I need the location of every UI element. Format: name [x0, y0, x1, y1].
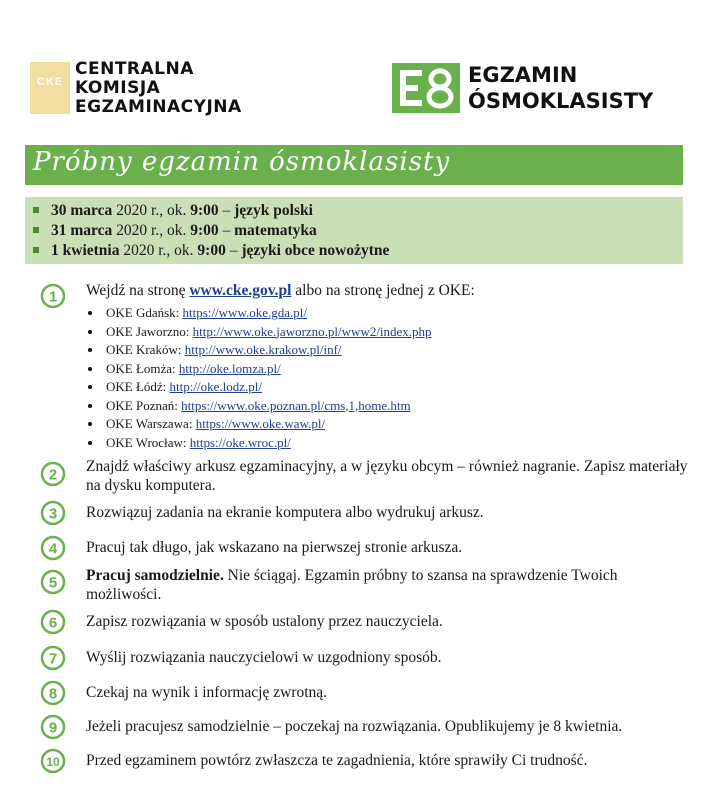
step1-before: Wejdź na stronę — [86, 282, 190, 299]
step-number: 8 — [48, 685, 58, 703]
schedule-item — [33, 222, 317, 240]
step-number-icon — [40, 500, 66, 526]
cke-name-line: KOMISJA — [75, 78, 161, 98]
step-number-icon — [40, 680, 66, 706]
oke-link[interactable]: https://www.oke.gda.pl/ — [182, 305, 307, 320]
schedule-time: 9:00 — [197, 242, 226, 259]
oke-name: OKE Łomża: — [106, 360, 179, 376]
oke-link[interactable]: https://oke.wroc.pl/ — [189, 434, 291, 450]
step-text: Zapisz rozwiązania w sposób ustalony przez nauczyciela. — [86, 613, 443, 630]
schedule-mid: 2020 r., ok. — [112, 222, 191, 239]
schedule-mid: 2020 r., ok. — [119, 242, 198, 259]
cke-name — [75, 60, 242, 117]
step-text: Przed egzaminem powtórz zwłaszcza te zagadnienia, które sprawiły Ci trudność. — [86, 752, 588, 769]
oke-name: OKE Wrocław: — [106, 434, 190, 450]
banner-title: Próbny egzamin ósmoklasisty — [33, 147, 451, 177]
schedule-date: 1 kwietnia — [51, 242, 120, 259]
step1-after: albo na stronę jednej z OKE: — [291, 282, 475, 299]
step-text: Jeżeli pracujesz samodzielnie – poczekaj na rozwiązania. Opublikujemy je 8 kwietnia. — [86, 718, 623, 735]
step-text: Czekaj na wynik i informację zwrotną. — [86, 684, 328, 701]
cke-logo — [30, 62, 70, 114]
oke-link[interactable]: https://www.oke.waw.pl/ — [195, 416, 326, 431]
step-number: 6 — [48, 614, 58, 632]
step-bold-text: Pracuj samodzielnie. — [86, 567, 224, 584]
oke-link[interactable]: http://oke.lomza.pl/ — [178, 360, 281, 376]
cke-badge-text: CKE — [36, 76, 64, 88]
schedule-dash: – — [218, 222, 235, 239]
schedule-time: 9:00 — [190, 222, 219, 239]
schedule-subject: języki obce nowożytne — [241, 242, 390, 259]
oke-name: OKE Kraków: — [106, 342, 185, 357]
cke-name-line: CENTRALNA — [75, 59, 194, 79]
schedule-box — [25, 197, 683, 264]
step-number: 4 — [48, 540, 58, 558]
step-number-icon — [40, 461, 66, 487]
step-text — [86, 281, 696, 300]
oke-link[interactable]: https://www.oke.poznan.pl/cms,1,home.htm — [181, 397, 411, 413]
step-number-icon — [40, 283, 66, 309]
oke-name: OKE Łódź: — [106, 379, 170, 394]
step-number-icon — [40, 569, 66, 595]
step-number: 1 — [48, 288, 58, 306]
oke-name: OKE Warszawa: — [106, 416, 196, 431]
step-number: 9 — [48, 719, 58, 737]
e8-name — [468, 62, 653, 114]
schedule-subject: język polski — [234, 202, 313, 219]
bullet-square-icon — [33, 227, 39, 233]
schedule-date: 30 marca — [51, 202, 113, 219]
e8-logo-icon — [392, 63, 460, 113]
oke-name: OKE Poznań: — [106, 397, 182, 413]
bullet-square-icon — [33, 247, 39, 253]
oke-name: OKE Gdańsk: — [106, 305, 183, 320]
step-text: Znajdź właściwy arkusz egzaminacyjny, a w języku obcym – również nagranie. Zapisz materiały na dysku komputera. — [86, 458, 688, 494]
cke-website-link[interactable]: www.cke.gov.pl — [189, 282, 292, 299]
step-number: 5 — [48, 574, 58, 592]
schedule-dash: – — [225, 242, 242, 259]
step-text: Wyślij rozwiązania nauczycielowi w uzgodniony sposób. — [86, 649, 442, 666]
schedule-time: 9:00 — [190, 202, 219, 219]
step-rest-text: Nie ściągaj. Egzamin próbny to szansa na sprawdzenie Twoich możliwości. — [86, 567, 618, 603]
step-number: 7 — [48, 650, 58, 668]
step-number: 3 — [48, 505, 58, 523]
step-number: 10 — [46, 755, 60, 769]
step-number-icon — [40, 645, 66, 671]
oke-link[interactable]: http://oke.lodz.pl/ — [169, 379, 262, 394]
bullet-square-icon — [33, 207, 39, 213]
oke-link[interactable]: http://www.oke.krakow.pl/inf/ — [184, 342, 342, 357]
title-banner — [25, 145, 683, 185]
schedule-item — [33, 242, 389, 260]
step-number-icon — [40, 609, 66, 635]
schedule-mid: 2020 r., ok. — [112, 202, 191, 219]
step-number-icon — [40, 748, 66, 774]
schedule-item — [33, 202, 313, 220]
oke-name: OKE Jaworzno: — [106, 323, 193, 339]
header — [0, 0, 725, 140]
e8-name-line: EGZAMIN — [468, 63, 578, 87]
step-number-icon — [40, 714, 66, 740]
step-number: 2 — [48, 466, 58, 484]
oke-link[interactable]: http://www.oke.jaworzno.pl/www2/index.php — [192, 323, 432, 339]
schedule-date: 31 marca — [51, 222, 113, 239]
step-number-icon — [40, 535, 66, 561]
schedule-subject: matematyka — [234, 222, 317, 239]
schedule-dash: – — [218, 202, 235, 219]
cke-name-line: EGZAMINACYJNA — [75, 97, 242, 117]
step-text — [86, 566, 696, 604]
step-text: Pracuj tak długo, jak wskazano na pierwszej stronie arkusza. — [86, 539, 463, 556]
e8-name-line: ÓSMOKLASISTY — [468, 89, 654, 113]
step-text: Rozwiązuj zadania na ekranie komputera albo wydrukuj arkusz. — [86, 504, 484, 521]
